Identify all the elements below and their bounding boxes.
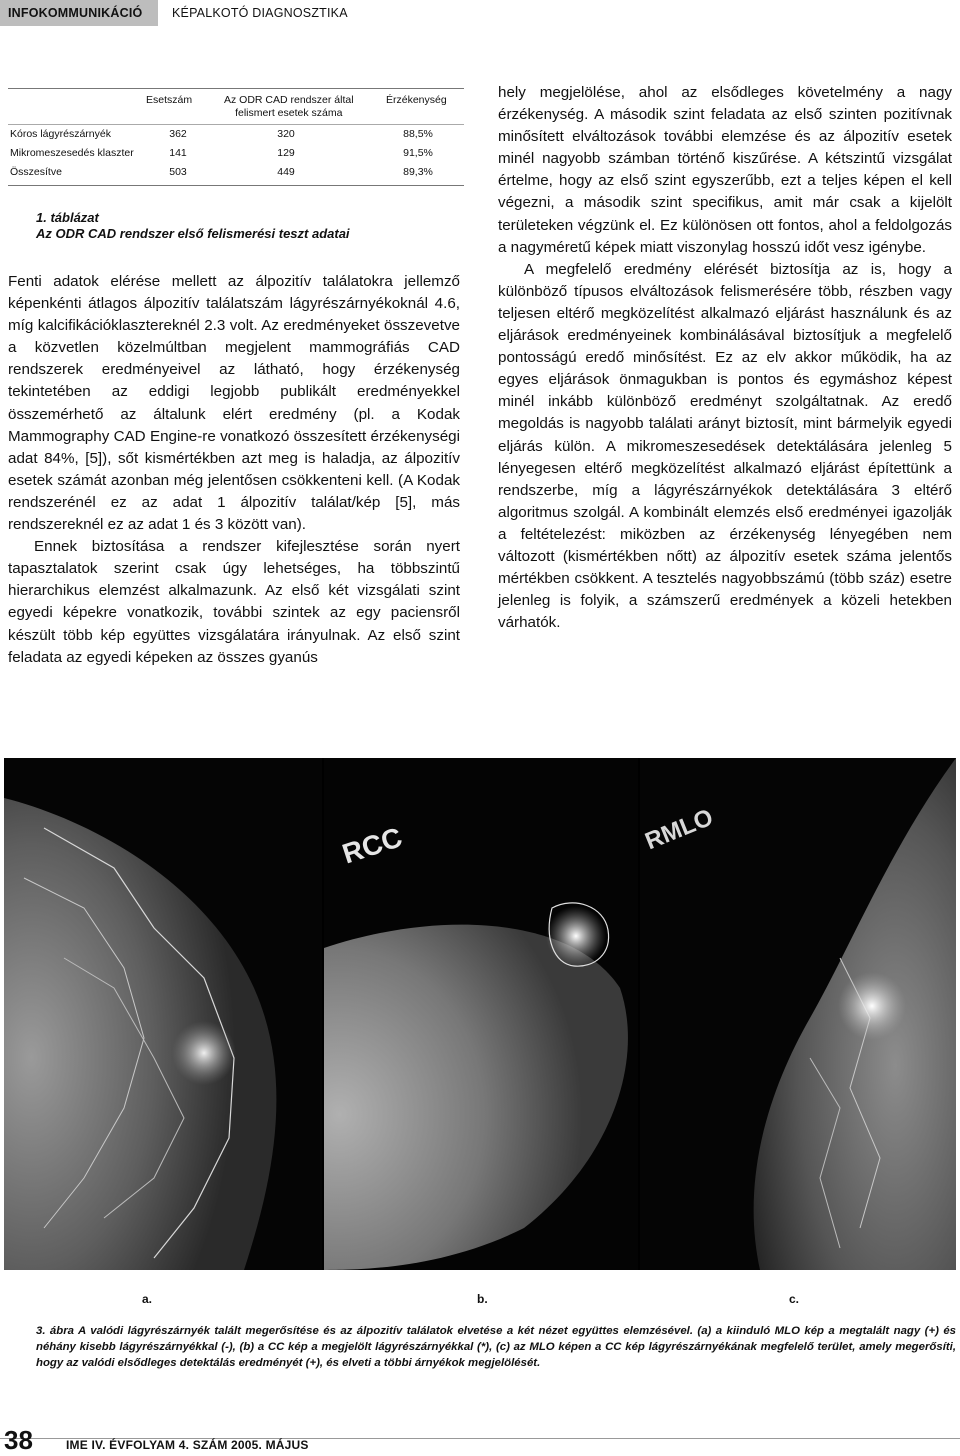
- table-header-count: Esetszám: [146, 94, 193, 106]
- table-row: [8, 128, 464, 143]
- row-count: 141: [169, 147, 187, 159]
- paragraph: hely megjelölése, ahol az elsődleges követelmény a nagy érzékenység. A második szint feladata az első szinten pozitívnak minősített elváltozások további elemzése és az álpozitív esetek minél nagyobb számban történő kiszűrése. A kétszintű vizsgálat értelme, hogy az első szint egyszerűbb, ezt a teljes képen el kell végezni, a második szint specifikus, amit már csak a kijelölt területeken végzünk el. Ez különösen ott fontos, ahol a feldolgozás a nagyméretű képek miatt viszonylag hosszú időt vesz igénybe.: [498, 84, 952, 256]
- figure-caption: 3. ábra A valódi lágyrészárnyék talált megerősítése és az álpozitív találatok elvetése a két nézet együttes elemzésével. (a) a kiinduló MLO kép a megtalált nagy (+) és néhány kisebb lágyrészárnyékkal (-), (b) a CC kép a megjelölt lágyrészárnyékkal (*), (c) az MLO képen a CC kép lágyrészárnyékának megfelelő terület, amely megerősíti, hogy az valódi elsődleges detektálás eredményét (+), és elveti a többi árnyékok megjelölését.: [36, 1325, 956, 1369]
- table-row: [8, 166, 464, 181]
- panel-label-b: b.: [477, 1292, 488, 1306]
- section-title: INFOKOMMUNIKÁCIÓ: [8, 6, 143, 20]
- panel-b-marker: RCC: [338, 821, 406, 870]
- row-detected: 129: [277, 147, 295, 159]
- table-header-detected: [224, 94, 354, 120]
- panel-c-marker: RMLO: [641, 803, 717, 856]
- row-count: 362: [169, 128, 187, 140]
- page-header: [0, 0, 960, 26]
- journal-info: IME IV. ÉVFOLYAM 4. SZÁM 2005. MÁJUS: [66, 1438, 309, 1452]
- left-column: [8, 271, 460, 669]
- table-header-detected-line2: felismert esetek száma: [235, 107, 343, 119]
- mammogram-panel-b: [324, 758, 638, 1270]
- table-header-sensitivity: Érzékenység: [386, 94, 447, 106]
- subsection-title: KÉPALKOTÓ DIAGNOSZTIKA: [172, 6, 348, 20]
- table-divider: [8, 124, 464, 125]
- table-caption-number: 1. táblázat: [36, 210, 99, 225]
- row-label: Összesítve: [10, 166, 62, 178]
- row-sensitivity: 89,3%: [403, 166, 433, 178]
- row-count: 503: [169, 166, 187, 178]
- row-detected: 449: [277, 166, 295, 178]
- paragraph: Ennek biztosítása a rendszer kifejlesztése során nyert tapasztalatok szerint csak úgy lehetséges, ha többszintű hierarchikus elemzést alkalmazunk. Az első két vizsgálati szint egyedi képekre vonatkozik, további szintek az egy paciensről készült több kép együttes vizsgálatára irányulnak. Az első szint feladata az egyedi képeken az összes gyanús: [8, 538, 460, 666]
- paragraph: Fenti adatok elérése mellett az álpozitív találatokra jellemző képenkénti átlagos álpozitív találatszám lágyrészárnyékoknál 4.6, míg kalcifikációklasztereknél 2.3 volt. Az eredményeket összevetve a közvetlen közelmúltban megjelent mammográfiás CAD rendszerek eredményeivel az látható, hogy érzékenység tekintetében az eddigi legjobb publikált eredményekkel összemérhető az általunk elért eredmény (pl. a Kodak Mammography CAD Engine-re vonatkozó összesített érzékenységi adat 84%, [5]), sőt kismértékben azt meg is haladja, az álpozitív esetek számát azonban még jelentősen csökkenteni kell. (A Kodak rendszerénél ez az adat 1 álpozitív találat/kép [5], más rendszereknél ez az adat 1 és 3 között van).: [8, 273, 460, 534]
- mammogram-figure: [4, 758, 956, 1270]
- row-sensitivity: 91,5%: [403, 147, 433, 159]
- row-label: Kóros lágyrészárnyék: [10, 128, 111, 140]
- row-sensitivity: 88,5%: [403, 128, 433, 140]
- panel-label-c: c.: [789, 1292, 800, 1306]
- mammogram-panel-a: [4, 758, 322, 1270]
- row-detected: 320: [277, 128, 295, 140]
- page-number: 38: [4, 1425, 33, 1455]
- table-caption-text: Az ODR CAD rendszer első felismerési teszt adatai: [36, 226, 350, 241]
- right-column: [498, 82, 952, 634]
- row-label: Mikromeszesedés klaszter: [10, 147, 134, 159]
- panel-label-a: a.: [142, 1292, 153, 1306]
- paragraph: A megfelelő eredmény elérését biztosítja az is, hogy a különböző típusos elváltozások felismerésére több, részben vagy teljesen eltérő megközelítést alkalmazó eljárást használunk és az eljárások eredményeinek kombinálásával biztosítjuk a megfelelő pontosságú eredő minősítést. Ez az elv akkor működik, ha az egyes eljárások önmagukban is pontos és egymáshoz képest minél inkább különböző eredményt szolgáltatnak. Az eredő megoldás is nagyobb találati arányt biztosít, mint bármelyik egyedi eljárás külön. A mikromeszesedések detektálására jelenleg 5 lényegesen eltérő megközelítést alkalmazó eljárást építettünk a rendszerbe, míg a lágyrészárnyékok detektálására 3 eltérő algoritmus szolgál. A kombinált elemzés első eredményei igazolják a feltételezést: miközben az érzékenység lényegében nem változott (kismértékben nőtt) az álpozitív esetek száma jelentős mértékben csökkent. A tesztelés nagyobbszámú (több száz) esetre jelenleg is folyik, a számszerű eredmények a közeli hetekben várhatók.: [498, 260, 952, 632]
- mammogram-panel-c: [640, 758, 956, 1270]
- table-header-detected-line1: Az ODR CAD rendszer által: [224, 94, 354, 106]
- table-row: [8, 147, 464, 162]
